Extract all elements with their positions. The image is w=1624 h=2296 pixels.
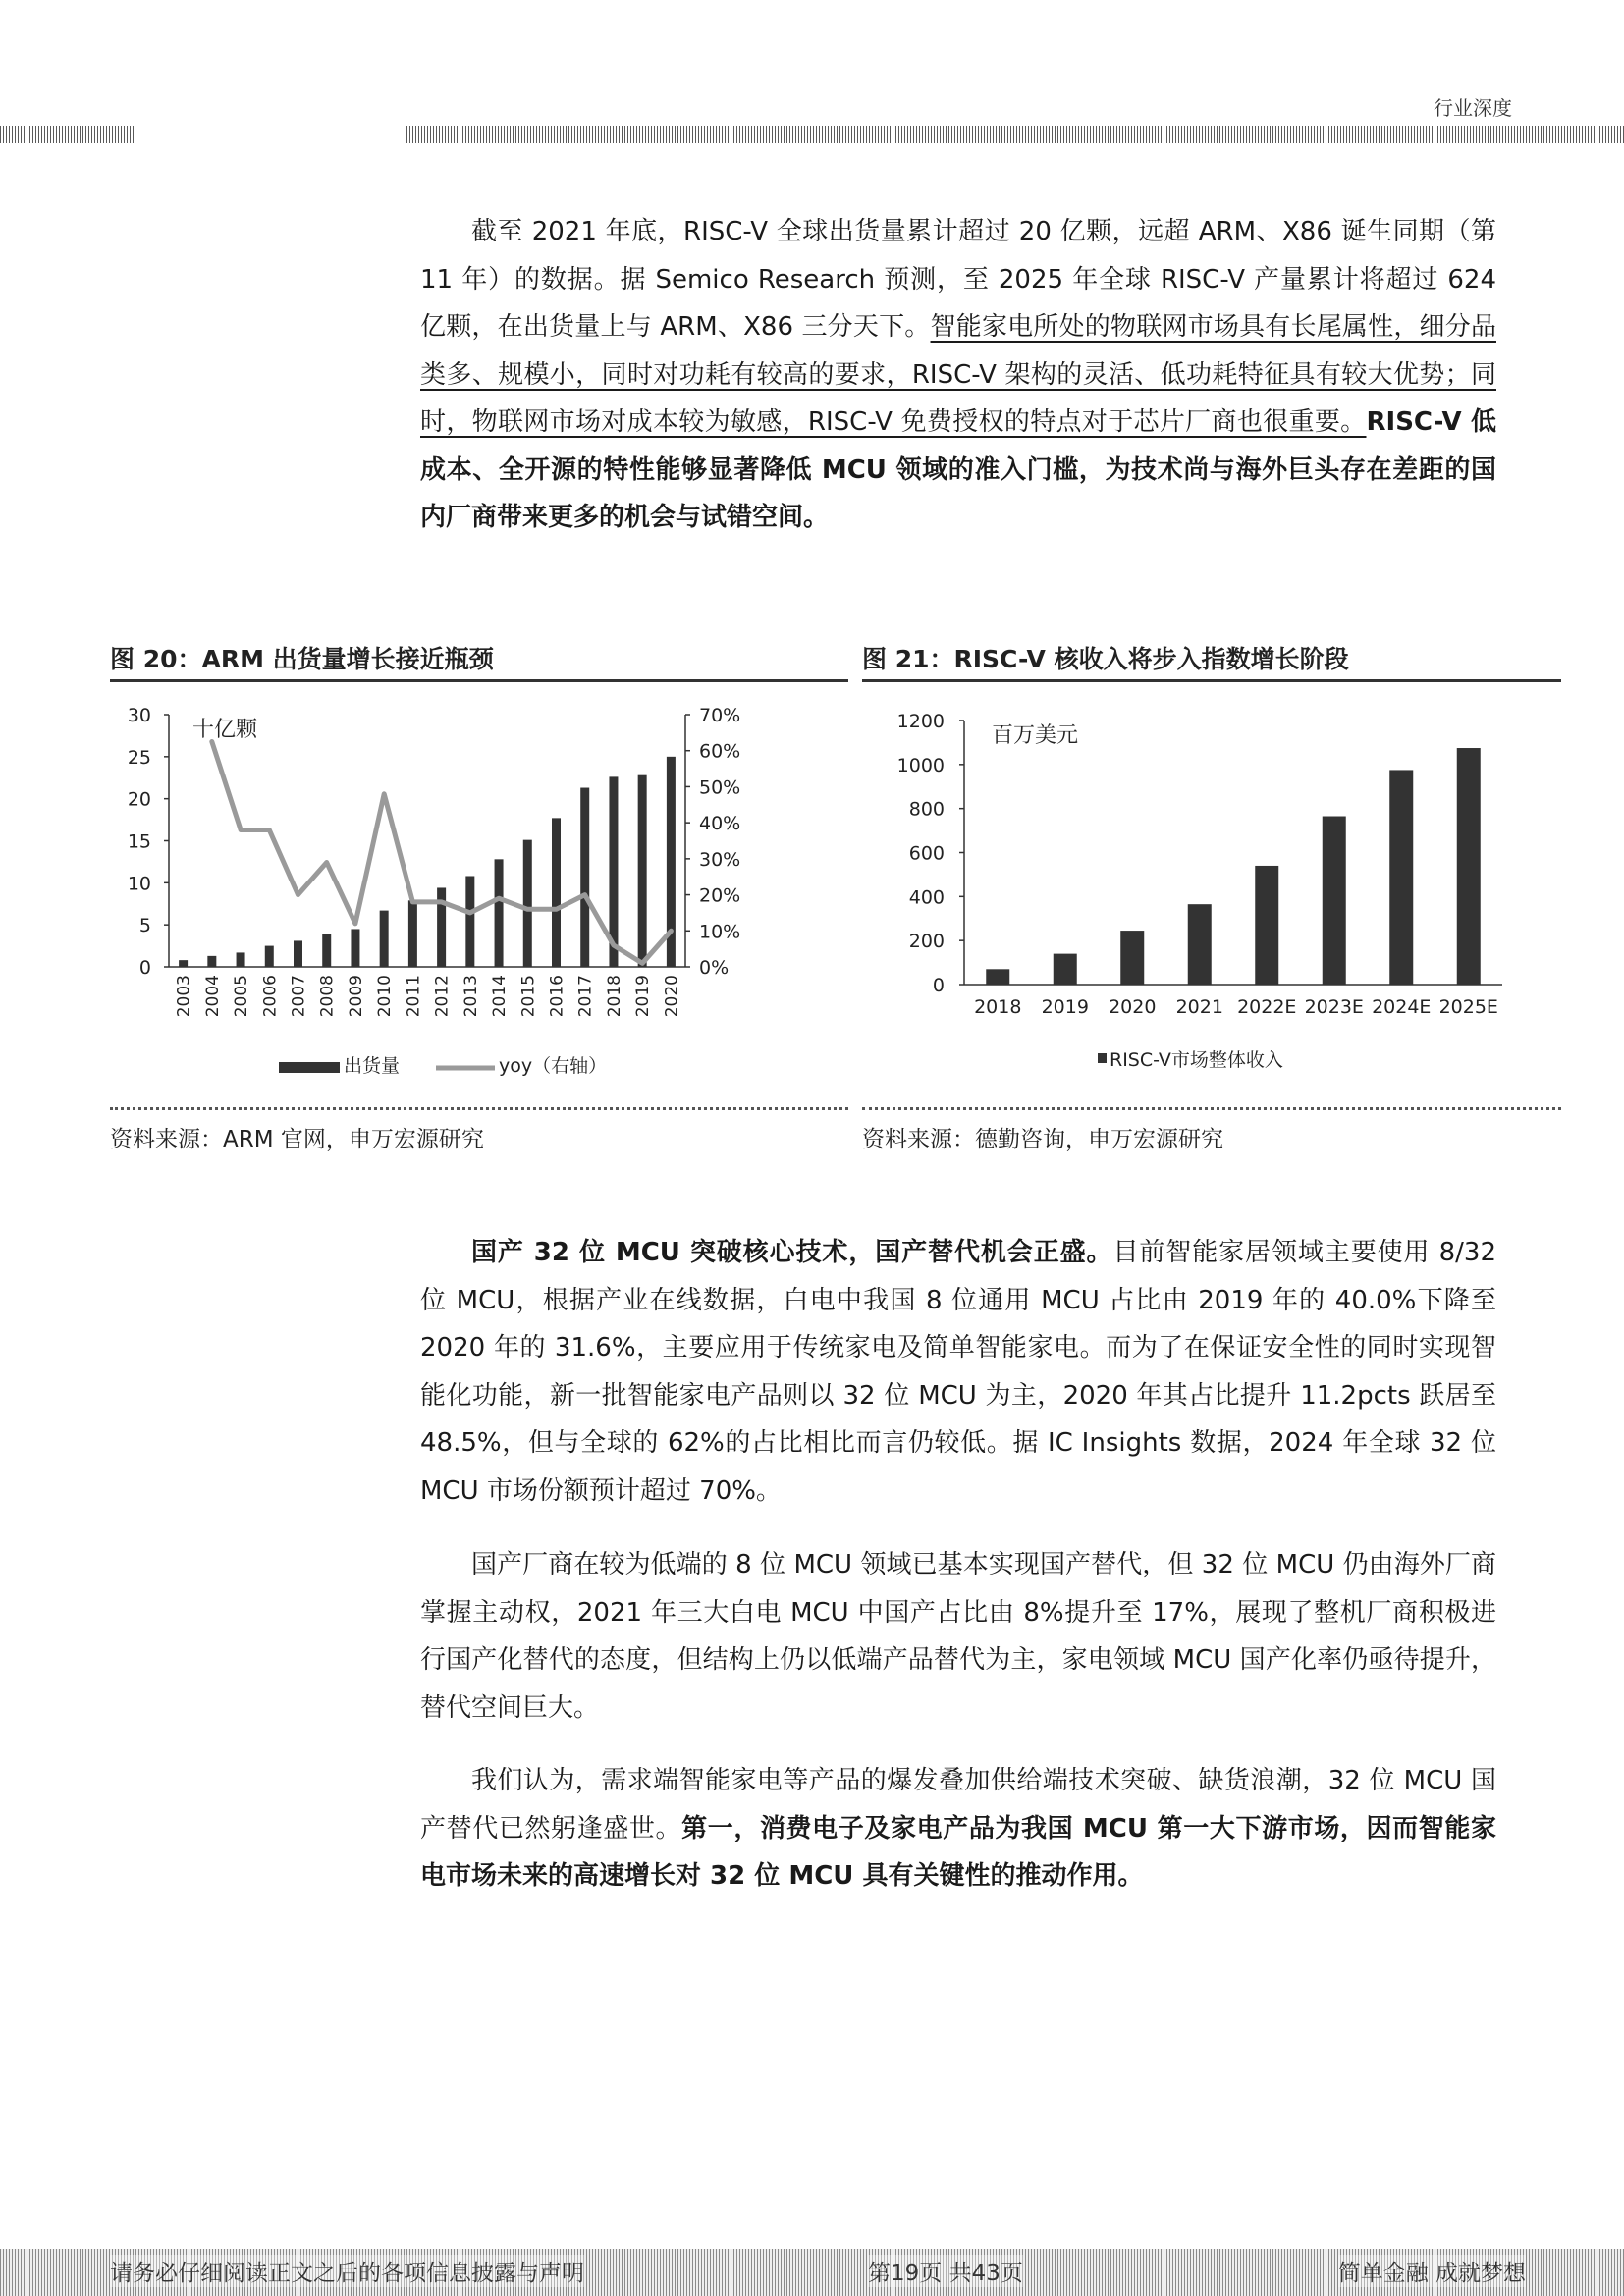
x-tick-label: 2013 [460, 975, 481, 1018]
footer-slogan: 简单金融 成就梦想 [1338, 2255, 1526, 2287]
x-tick-label: 2003 [174, 975, 194, 1018]
y-tick-label: 200 [908, 931, 945, 953]
right-y-tick-label: 30% [699, 848, 741, 871]
legend-yoy-label: yoy（右轴） [499, 1055, 608, 1077]
right-y-tick-label: 70% [699, 705, 741, 726]
paragraph-riscv-bold: RISC-V 低成本、全开源的特性能够显著降低 MCU 领域的准入门槛，为技术尚与海外巨头存在差距的国内厂商带来更多的机会与试错空间。 [420, 407, 1497, 532]
arm-shipments-chart-svg [110, 695, 848, 1107]
shipments-bar [465, 876, 474, 967]
x-tick-label: 2025E [1438, 996, 1498, 1018]
paragraph-riscv-shipments [420, 208, 1496, 542]
x-tick-label: 2020 [1109, 996, 1157, 1018]
x-tick-label: 2014 [490, 975, 511, 1018]
paragraph-riscv-underlined: 智能家电所处的物联网市场具有长尾属性，细分品类多、规模小，同时对功耗有较高的要求，RISC-V 架构的灵活、低功耗特征具有较大优势；同时，物联网市场对成本较为敏感，RISC-V 免费授权的特点对于芯片厂商也很重要。 [420, 312, 1496, 437]
shipments-bar [638, 775, 647, 967]
paragraph-conclusion [420, 1757, 1496, 1900]
left-y-tick-label: 5 [138, 915, 151, 937]
x-tick-label: 2009 [346, 975, 366, 1018]
left-y-tick-label: 30 [127, 705, 151, 726]
left-y-tick-label: 20 [127, 788, 151, 811]
left-y-tick-label: 0 [138, 957, 151, 979]
header-band-left [0, 126, 134, 143]
y-tick-label: 1200 [896, 711, 945, 732]
paragraph-localization-body: 国产厂商在较为低端的 8 位 MCU 领域已基本实现国产替代，但 32 位 MCU 仍由海外厂商掌握主动权，2021 年三大白电 MCU 中国产占比由 8%提升至 17%，展现了整机厂商积极进行国产化替代的态度，但结构上仍以低端产品替代为主，家电领域 MCU 国产化率仍亟待提升，替代空间巨大。 [420, 1550, 1496, 1723]
legend-shipments-swatch [279, 1062, 340, 1073]
x-tick-label: 2023E [1304, 996, 1364, 1018]
y-tick-label: 800 [908, 798, 945, 821]
right-y-tick-label: 0% [699, 957, 730, 979]
shipments-bar [552, 818, 561, 967]
paragraph-conclusion-bold: 第一，消费电子及家电产品为我国 MCU 第一大下游市场，因而智能家电市场未来的高速增长对 32 位 MCU 具有关键性的推动作用。 [420, 1813, 1496, 1891]
revenue-bar [1120, 931, 1144, 985]
left-y-tick-label: 10 [127, 873, 151, 895]
shipments-bar [408, 900, 417, 967]
shipments-bar [179, 960, 188, 967]
x-tick-label: 2011 [404, 975, 424, 1018]
x-tick-label: 2016 [547, 975, 568, 1018]
paragraph-riscv-sentence-1: 截至 2021 年底，RISC-V 全球出货量累计超过 20 亿颗，远超 ARM、X86 诞生同期（第 11 年）的数据。据 Semico Research 预测，至 2025 年全球 RISC-V 产量累计将超过 624 亿颗，在出货量上与 ARM、X86 三分天下。 [420, 217, 1496, 342]
x-tick-label: 2007 [289, 975, 309, 1018]
x-tick-label: 2012 [432, 975, 453, 1018]
right-y-tick-label: 20% [699, 884, 741, 907]
y-tick-label: 600 [908, 842, 945, 865]
revenue-bar [1054, 954, 1077, 985]
x-tick-label: 2019 [633, 975, 654, 1018]
report-category-label: 行业深度 [1434, 96, 1512, 120]
figure-21-divider [862, 1107, 1561, 1110]
x-tick-label: 2006 [260, 975, 281, 1018]
x-tick-label: 2008 [317, 975, 338, 1018]
arm-shipments-chart [110, 695, 848, 1107]
y-tick-label: 400 [908, 886, 945, 909]
shipments-bar [580, 788, 589, 967]
x-tick-label: 2017 [575, 975, 596, 1018]
riscv-revenue-chart-svg [862, 695, 1561, 1107]
figure-21-source: 资料来源：德勤咨询，申万宏源研究 [862, 1127, 1223, 1152]
header-band-right [406, 126, 1624, 143]
x-tick-label: 2022E [1237, 996, 1297, 1018]
x-tick-label: 2005 [232, 975, 252, 1018]
x-tick-label: 2021 [1175, 996, 1223, 1018]
right-y-tick-label: 60% [699, 740, 741, 763]
shipments-bar [523, 840, 532, 967]
footer-disclaimer: 请务必仔细阅读正文之后的各项信息披露与声明 [110, 2255, 584, 2287]
right-y-tick-label: 50% [699, 776, 741, 799]
x-tick-label: 2010 [375, 975, 396, 1018]
figure-20-divider [110, 1107, 848, 1110]
legend-revenue-label: RISC-V市场整体收入 [1110, 1049, 1283, 1071]
paragraph-conclusion-body: 我们认为，需求端智能家电等产品的爆发叠加供给端技术突破、缺货浪潮，32 位 MCU 国产替代已然躬逢盛世。 [420, 1766, 1496, 1843]
paragraph-localization [420, 1541, 1496, 1732]
shipments-bar [294, 940, 302, 967]
y-tick-label: 0 [932, 975, 945, 996]
right-y-tick-label: 10% [699, 921, 741, 943]
legend-revenue-swatch [1098, 1053, 1107, 1063]
riscv-revenue-chart [862, 695, 1561, 1107]
x-tick-label: 2018 [974, 996, 1022, 1018]
revenue-bar [986, 969, 1009, 985]
revenue-bar [1389, 770, 1413, 985]
shipments-bar [380, 911, 389, 967]
revenue-bar [1255, 866, 1278, 985]
shipments-bar [237, 952, 245, 967]
x-tick-label: 2019 [1041, 996, 1089, 1018]
shipments-bar [207, 956, 216, 967]
revenue-bar [1457, 748, 1481, 985]
x-tick-label: 2004 [202, 975, 223, 1018]
right-y-tick-label: 40% [699, 813, 741, 835]
revenue-bar [1323, 817, 1346, 985]
shipments-bar [351, 929, 359, 967]
footer-page-number: 第19页 共43页 [868, 2255, 1023, 2287]
x-tick-label: 2015 [518, 975, 539, 1018]
paragraph-domestic-mcu-bold: 国产 32 位 MCU 突破核心技术，国产替代机会正盛。 [471, 1238, 1113, 1267]
x-tick-label: 2024E [1372, 996, 1432, 1018]
figure-21-title: 图 21：RISC-V 核收入将步入指数增长阶段 [862, 640, 1561, 682]
legend-shipments-label: 出货量 [344, 1055, 401, 1077]
shipments-bar [265, 946, 274, 967]
paragraph-domestic-mcu-body: 目前智能家居领域主要使用 8/32 位 MCU，根据产业在线数据，白电中我国 8 位通用 MCU 占比由 2019 年的 40.0%下降至 2020 年的 31.6%，主要应用于传统家电及简单智能家电。而为了在保证安全性的同时实现智能化功能，新一批智能家电产品则以 32 位 MCU 为主，2020 年其占比提升 11.2pcts 跃居至 48.5%，但与全球的 62%的占比相比而言仍较低。据 IC Insights 数据，2024 年全球 32 位 MCU 市场份额预计超过 70%。 [420, 1238, 1496, 1506]
left-y-tick-label: 25 [127, 746, 151, 769]
left-y-axis-unit-label: 十亿颗 [192, 718, 258, 742]
figure-20-source: 资料来源：ARM 官网，申万宏源研究 [110, 1127, 484, 1152]
paragraph-domestic-mcu [420, 1229, 1496, 1515]
revenue-bar [1188, 904, 1212, 985]
shipments-bar [322, 934, 331, 967]
left-y-tick-label: 15 [127, 830, 151, 853]
figure-20-title: 图 20：ARM 出货量增长接近瓶颈 [110, 640, 848, 682]
y-tick-label: 1000 [896, 754, 945, 776]
y-axis-unit-label: 百万美元 [992, 723, 1079, 748]
x-tick-label: 2020 [662, 975, 682, 1018]
x-tick-label: 2018 [604, 975, 624, 1018]
shipments-bar [495, 859, 504, 967]
